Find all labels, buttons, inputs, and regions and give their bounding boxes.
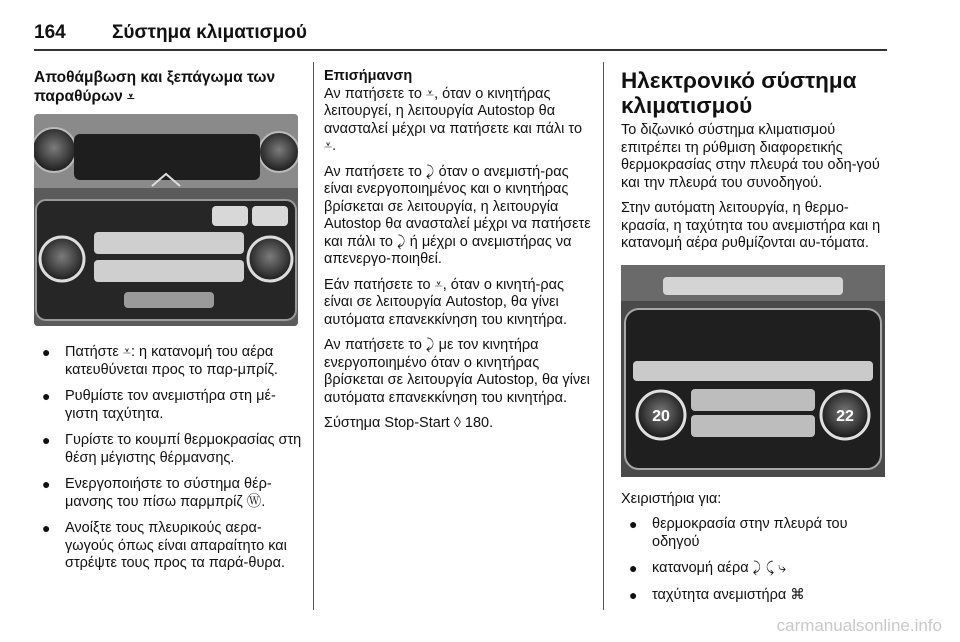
note-paragraph: Αν πατήσετε το ⤸ με τον κινητήρα ενεργοποιημένο όταν ο κινητήρας βρίσκεται σε λειτουργία Autostop, θα γίνει αυτόματα επανεκκίνηση του κινητήρα. [324,337,590,406]
section-heading: Ηλεκτρονικό σύστημα κλιματισμού [621,68,857,118]
list-item: ● Ανοίξτε τους πλευρικούς αερα-γωγούς όπως είναι απαραίτητο και στρέψτε τους προς τα παρά-θυρα. [42,520,287,571]
controls-list [621,516,889,604]
header-rule [34,49,887,51]
list-item: ● κατανομή αέρα ⤸ ⤹ ⤷ [629,560,787,576]
column-note [324,68,596,441]
list-item: ● Πατήστε ⩡: η κατανομή του αέρα κατευθύνεται προς το παρ-μπρίζ. [42,344,278,378]
dual-zone-panel-photo [621,265,885,477]
note-title: Επισήμανση [324,68,413,84]
intro-paragraph: Το διζωνικό σύστημα κλιματισμού επιτρέπει τη ρύθμιση διαφορετικής θερμοκρασίας στην πλευρά του οδη-γού και την πλευρά του συνοδηγού. [621,122,880,191]
note-paragraph: Εάν πατήσετε το ⩡, όταν ο κινητή-ρας είναι σε λειτουργία Autostop, θα γίνει αυτόματα επανεκκίνηση του κινητήρα. [324,276,567,328]
section-heading [34,68,302,106]
column-divider [603,62,604,610]
passenger-temp-display: 22 [836,407,854,425]
page-number: 164 [34,22,66,43]
list-item: ● Ενεργοποιήστε το σύστημα θέρ-μανσης του πίσω παρμπρίζ Ⓦ. [42,476,272,510]
chapter-title: Σύστημα κλιματισμού [112,22,307,43]
note-paragraph: Αν πατήσετε το ⩡, όταν ο κινητήρας λειτουργεί, η λειτουργία Autostop θα ανασταλεί μέχρι να πατήσετε και πάλι το ⩡. [324,85,583,154]
page-header [34,22,307,44]
defrost-steps [34,344,302,573]
cross-reference: Σύστημα Stop-Start ◊ 180. [324,415,494,431]
list-item: ● Ρυθμίστε τον ανεμιστήρα στη μέ-γιστη ταχύτητα. [42,388,276,422]
section-heading-text: Αποθάμβωση και ξεπάγωμα των παραθύρων [34,69,276,105]
column-divider [313,62,314,610]
list-item: ● Γυρίστε το κουμπί θερμοκρασίας στη θέση μέγιστης θέρμανσης. [42,432,302,466]
auto-paragraph: Στην αυτόματη λειτουργία, η θερμο-κρασία, η ταχύτητα του ανεμιστήρα και η κατανομή αέρα ρυθμίζονται αυ-τόματα. [621,200,881,251]
note-paragraph: Αν πατήσετε το ⤸ όταν ο ανεμιστή-ρας είναι ενεργοποιημένος και ο κινητήρας βρίσκεται σε λειτουργία, η λειτουργία Autostop θα ανασταλεί μέχρι να πατήσετε και πάλι το ⤸ ή μέχρι ο ανεμιστήρας να απενεργο-ποιηθεί. [324,163,591,267]
climate-panel-photo [34,114,298,326]
column-electronic-ac [621,68,889,613]
driver-temp-display: 20 [652,407,670,425]
list-item: ● ταχύτητα ανεμιστήρα ⌘ [629,586,805,603]
column-defrost [34,68,302,582]
list-item: ● θερμοκρασία στην πλευρά του οδηγού [629,516,848,550]
controls-intro: Χειριστήρια για: [621,490,722,507]
watermark: carmanualsonline.info [776,616,942,635]
windshield-defrost-icon: ⩡ [127,89,135,104]
